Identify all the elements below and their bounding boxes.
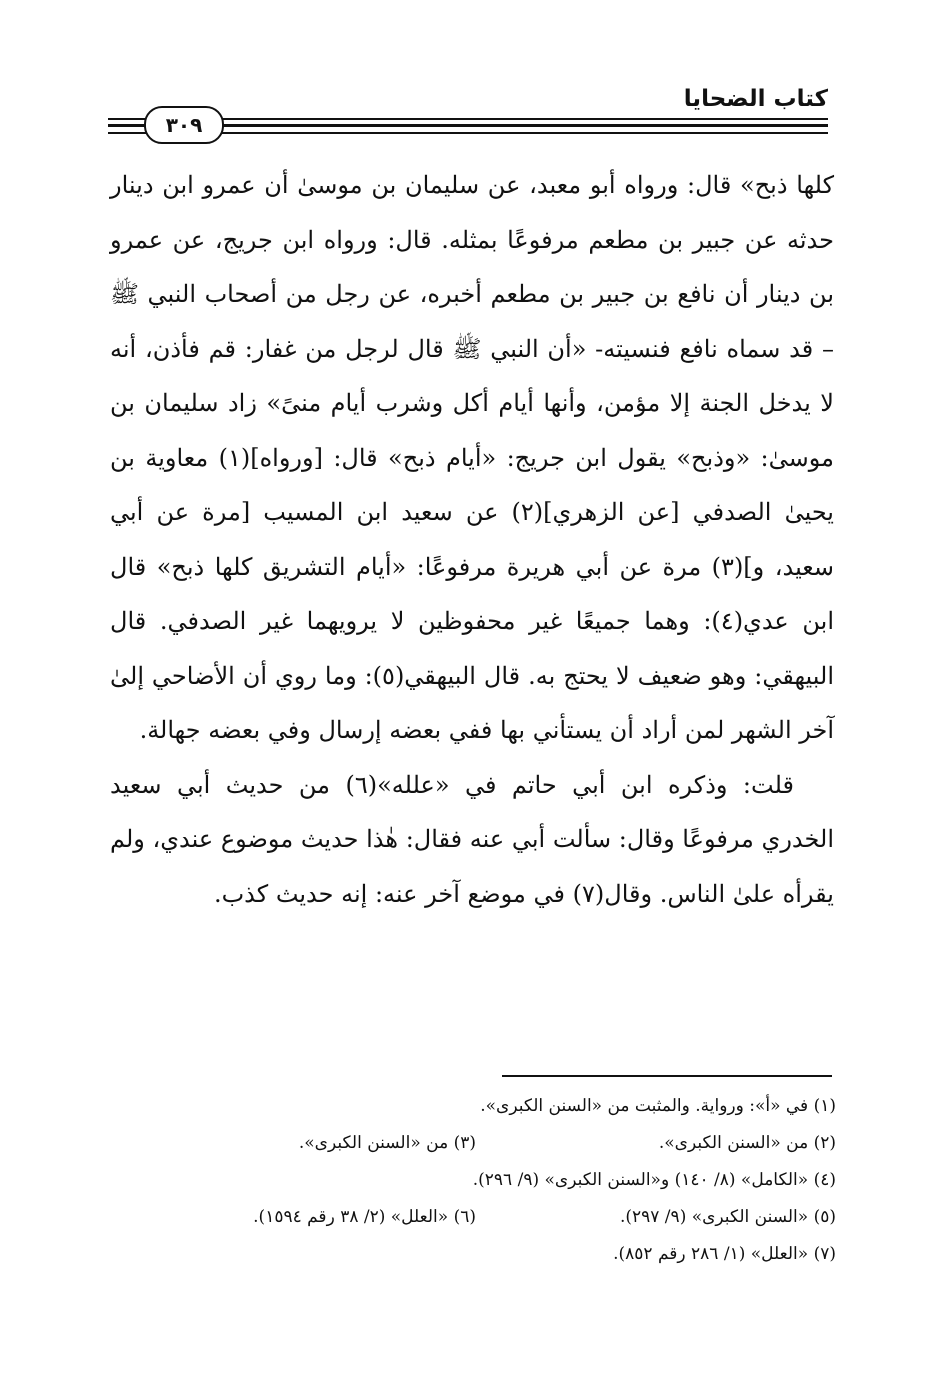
paragraph: قلت: وذكره ابن أبي حاتم في «علله»(٦) من حديث أبي سعيد الخدري مرفوعًا وقال: سألت أبي عنه فقال: هٰذا حديث موضوع عندي، ولم يقرأه علىٰ الناس. وقال(٧) في موضع آخر عنه: إنه حديث كذب. (110, 770, 834, 908)
footnote: (٥) «السنن الكبرى» (٩/ ٢٩٧). (619, 1207, 836, 1227)
page-header (108, 86, 828, 146)
footnote: (٧) «العلل» (١/ ٢٨٦ رقم ٨٥٢). (613, 1244, 836, 1264)
footnote-line (150, 1088, 836, 1125)
footnote-separator (502, 1075, 832, 1077)
footnote: (٦) «العلل» (٢/ ٣٨ رقم ١٥٩٤). (253, 1207, 476, 1227)
main-text (110, 158, 834, 921)
footnote-line (150, 1125, 836, 1162)
footnotes (150, 1088, 836, 1273)
footnote-line (150, 1199, 836, 1236)
footnote-line (150, 1162, 836, 1199)
chapter-title: كتاب الضحايا (683, 86, 828, 112)
paragraph: كلها ذبح» قال: ورواه أبو معبد، عن سليمان بن موسىٰ أن عمرو ابن دينار حدثه عن جبير بن مطعم مرفوعًا بمثله. قال: ورواه ابن جريج، عن عمرو بن دينار أن نافع بن جبير بن مطعم أخبره، عن رجل من أصحاب النبي ﷺ – قد سماه نافع فنسيته- «أن النبي ﷺ قال لرجل من غفار: قم فأذن، أنه لا يدخل الجنة إلا مؤمن، وأنها أيام أكل وشرب أيام منىً» زاد سليمان بن موسىٰ: «وذبح» يقول ابن جريج: «أيام ذبح» قال: [ورواه](١) معاوية بن يحيىٰ الصدفي [عن الزهري](٢) عن سعيد ابن المسيب [مرة عن أبي سعيد، و](٣) مرة عن أبي هريرة مرفوعًا: «أيام التشريق كلها ذبح» قال ابن عدي(٤): وهما جميعًا غير محفوظين لا يرويهما غير الصدفي. قال البيهقي: وهو ضعيف لا يحتج به. قال البيهقي(٥): وما روي أن الأضاحي إلىٰ آخر الشهر لمن أراد أن يستأني بها ففي بعضه إرسال وفي بعضه جهالة. (110, 171, 834, 744)
footnote: (٢) من «السنن الكبرى». (658, 1133, 836, 1153)
footnote: (١) في «أ»: ورواية. والمثبت من «السنن الكبرى». (480, 1096, 836, 1116)
footnote: (٤) «الكامل» (٨/ ١٤٠) و«السنن الكبرى» (٩/ ٢٩٦). (472, 1170, 836, 1190)
page-number-badge: ٣٠٩ (144, 106, 224, 144)
footnote: (٣) من «السنن الكبرى». (298, 1133, 476, 1153)
footnote-line (150, 1236, 836, 1273)
